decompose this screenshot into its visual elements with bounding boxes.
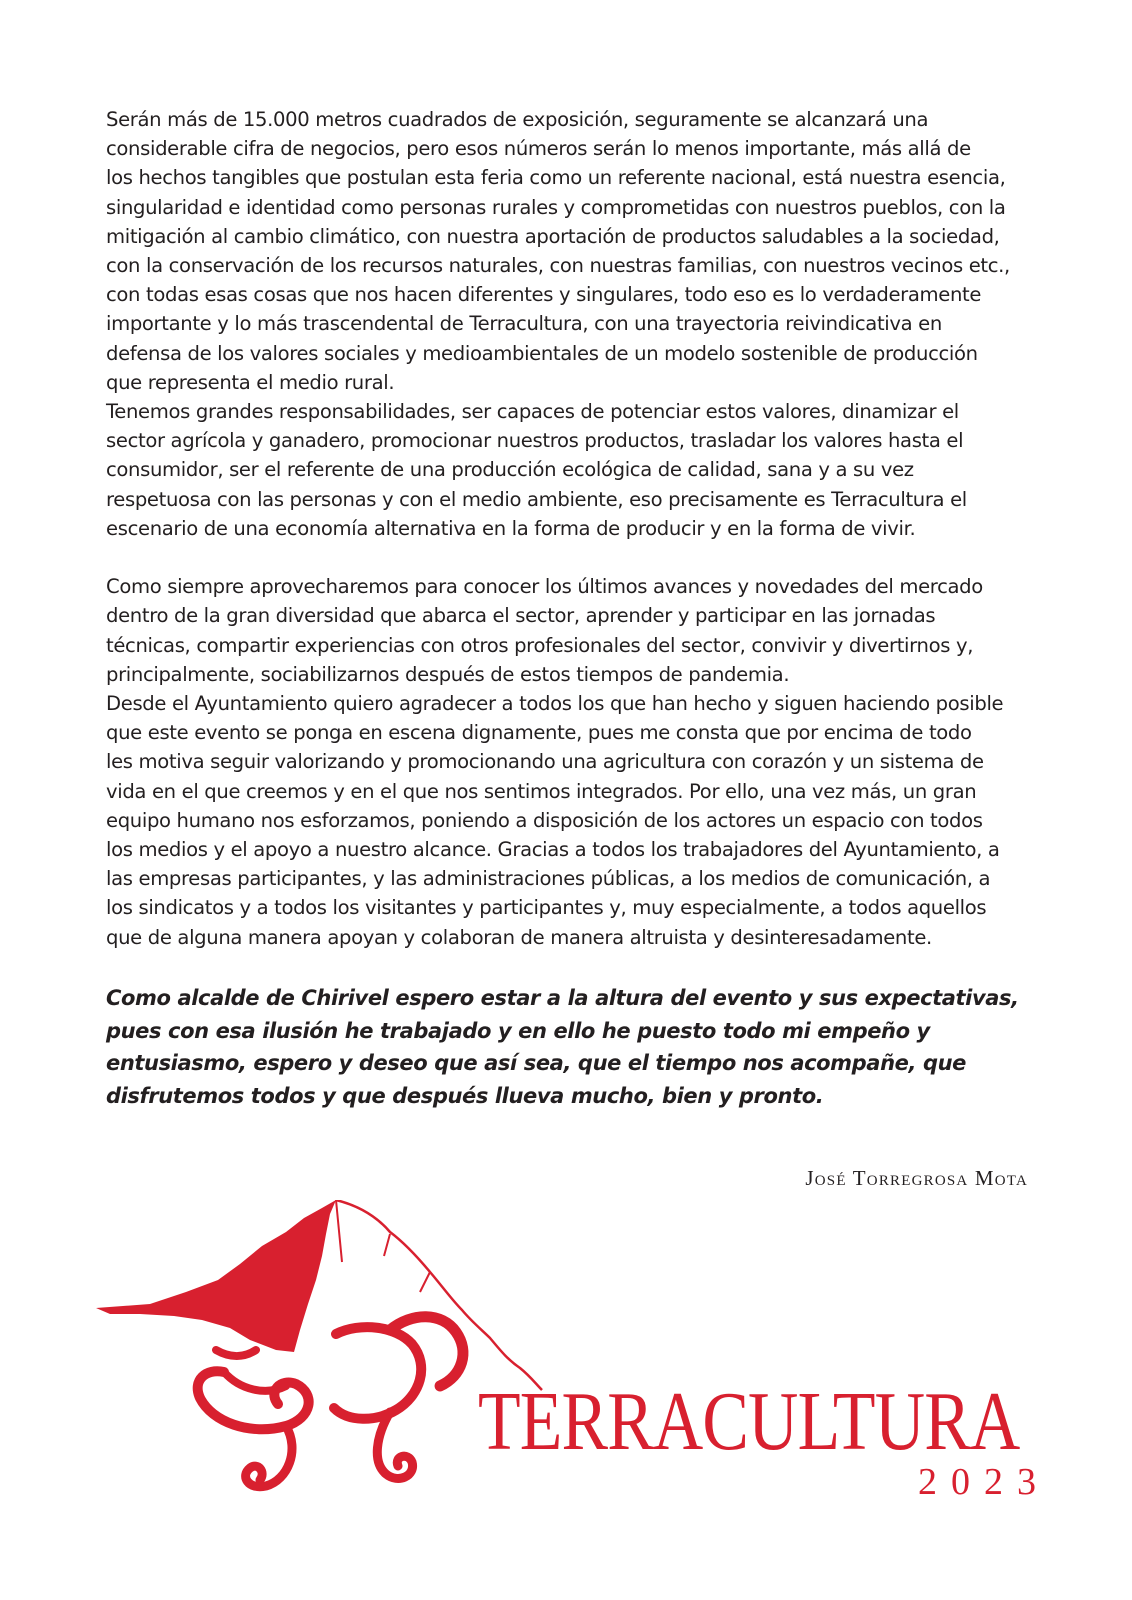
closing-line: disfrutemos todos y que después llueva mucho, bien y pronto.: [106, 1083, 824, 1108]
text-line: consumidor, ser el referente de una producción ecológica de calidad, sana y a su vez: [106, 458, 914, 482]
text-line: equipo humano nos esforzamos, poniendo a disposición de los actores un espacio con todos: [106, 808, 983, 832]
text-line: defensa de los valores sociales y medioambientales de un modelo sostenible de producción: [106, 341, 978, 365]
swirl-stroke-5: [390, 1317, 463, 1386]
text-line: que de alguna manera apoyan y colaboran de manera altruista y desinteresadamente.: [106, 925, 932, 949]
text-line: vida en el que creemos y en el que nos sentimos integrados. Por ello, una vez más, un gran: [106, 779, 977, 803]
text-line: técnicas, compartir experiencias con otros profesionales del sector, convivir y divertirnos y,: [106, 633, 974, 657]
closing-line: pues con esa ilusión he trabajado y en ello he puesto todo mi empeño y: [106, 1018, 930, 1043]
swirl-stroke-3: [334, 1327, 421, 1419]
text-line: que representa el medio rural.: [106, 370, 395, 394]
swirl-stroke-1: [198, 1371, 309, 1429]
text-line: con la conservación de los recursos naturales, con nuestras familias, con nuestros vecinos etc.,: [106, 254, 1010, 278]
letter-body: [106, 105, 1036, 952]
text-line: principalmente, sociabilizarnos después de estos tiempos de pandemia.: [106, 662, 790, 686]
text-line: dentro de la gran diversidad que abarca el sector, aprender y participar en las jornadas: [106, 604, 936, 628]
closing-line: entusiasmo, espero y deseo que así sea, que el tiempo nos acompañe, que: [106, 1051, 966, 1076]
closing-line: Como alcalde de Chirivel espero estar a la altura del evento y sus expectativas,: [106, 986, 1019, 1010]
text-line: singularidad e identidad como personas rurales y comprometidas con nuestros pueblos, con la: [106, 195, 1006, 219]
logo-wordmark: TERRACULTURA: [478, 1375, 1020, 1468]
text-line: les motiva seguir valorizando y promocionando una agricultura con corazón y un sistema de: [106, 750, 984, 774]
swirl-stroke-2: [246, 1426, 292, 1487]
text-line: los hechos tangibles que postulan esta feria como un referente nacional, está nuestra esencia,: [106, 166, 1006, 190]
text-line: importante y lo más trascendental de Terracultura, con una trayectoria reivindicativa en: [106, 312, 942, 336]
text-line: sector agrícola y ganadero, promocionar nuestros productos, trasladar los valores hasta el: [106, 429, 964, 453]
mountain-outline: [336, 1200, 542, 1390]
logo-year: 2023: [918, 1461, 1050, 1503]
text-line: Desde el Ayuntamiento quiero agradecer a todos los que han hecho y siguen haciendo posible: [106, 692, 1004, 716]
text-line: escenario de una economía alternativa en la forma de producir y en la forma de vivir.: [106, 516, 916, 540]
text-line: que este evento se ponga en escena dignamente, pues me consta que por encima de todo: [106, 721, 972, 745]
swirl-stroke-4: [377, 1412, 412, 1478]
text-line: los sindicatos y a todos los visitantes y participantes y, muy especialmente, a todos aquellos: [106, 896, 987, 920]
text-line: considerable cifra de negocios, pero esos números serán lo menos importante, más allá de: [106, 137, 971, 161]
text-line: Serán más de 15.000 metros cuadrados de exposición, seguramente se alcanzará una: [106, 108, 929, 131]
text-line: respetuosa con las personas y con el medio ambiente, eso precisamente es Terracultura el: [106, 487, 967, 511]
text-line: Tenemos grandes responsabilidades, ser capaces de potenciar estos valores, dinamizar el: [106, 400, 959, 424]
paragraph-spacer: [106, 543, 1036, 572]
paragraph-4: [106, 689, 1036, 952]
mountain-outline-inner: [336, 1200, 430, 1292]
text-line: con todas esas cosas que nos hacen diferentes y singulares, todo eso es lo verdaderamente: [106, 283, 982, 307]
text-line: los medios y el apoyo a nuestro alcance. Gracias a todos los trabajadores del Ayuntamiento, a: [106, 838, 1000, 862]
mountain-shape: [96, 1200, 336, 1352]
paragraph-3: [106, 572, 1036, 689]
signature-name: José Torregrosa Mota: [805, 1166, 1028, 1190]
text-line: las empresas participantes, y las administraciones públicas, a los medios de comunicación, a: [106, 867, 991, 891]
text-line: mitigación al cambio climático, con nuestra aportación de productos saludables a la sociedad,: [106, 224, 1000, 248]
closing-statement: [106, 982, 1036, 1112]
paragraph-1: [106, 105, 1036, 397]
paragraph-2: [106, 397, 1036, 543]
text-line: Como siempre aprovecharemos para conocer los últimos avances y novedades del mercado: [106, 575, 983, 599]
